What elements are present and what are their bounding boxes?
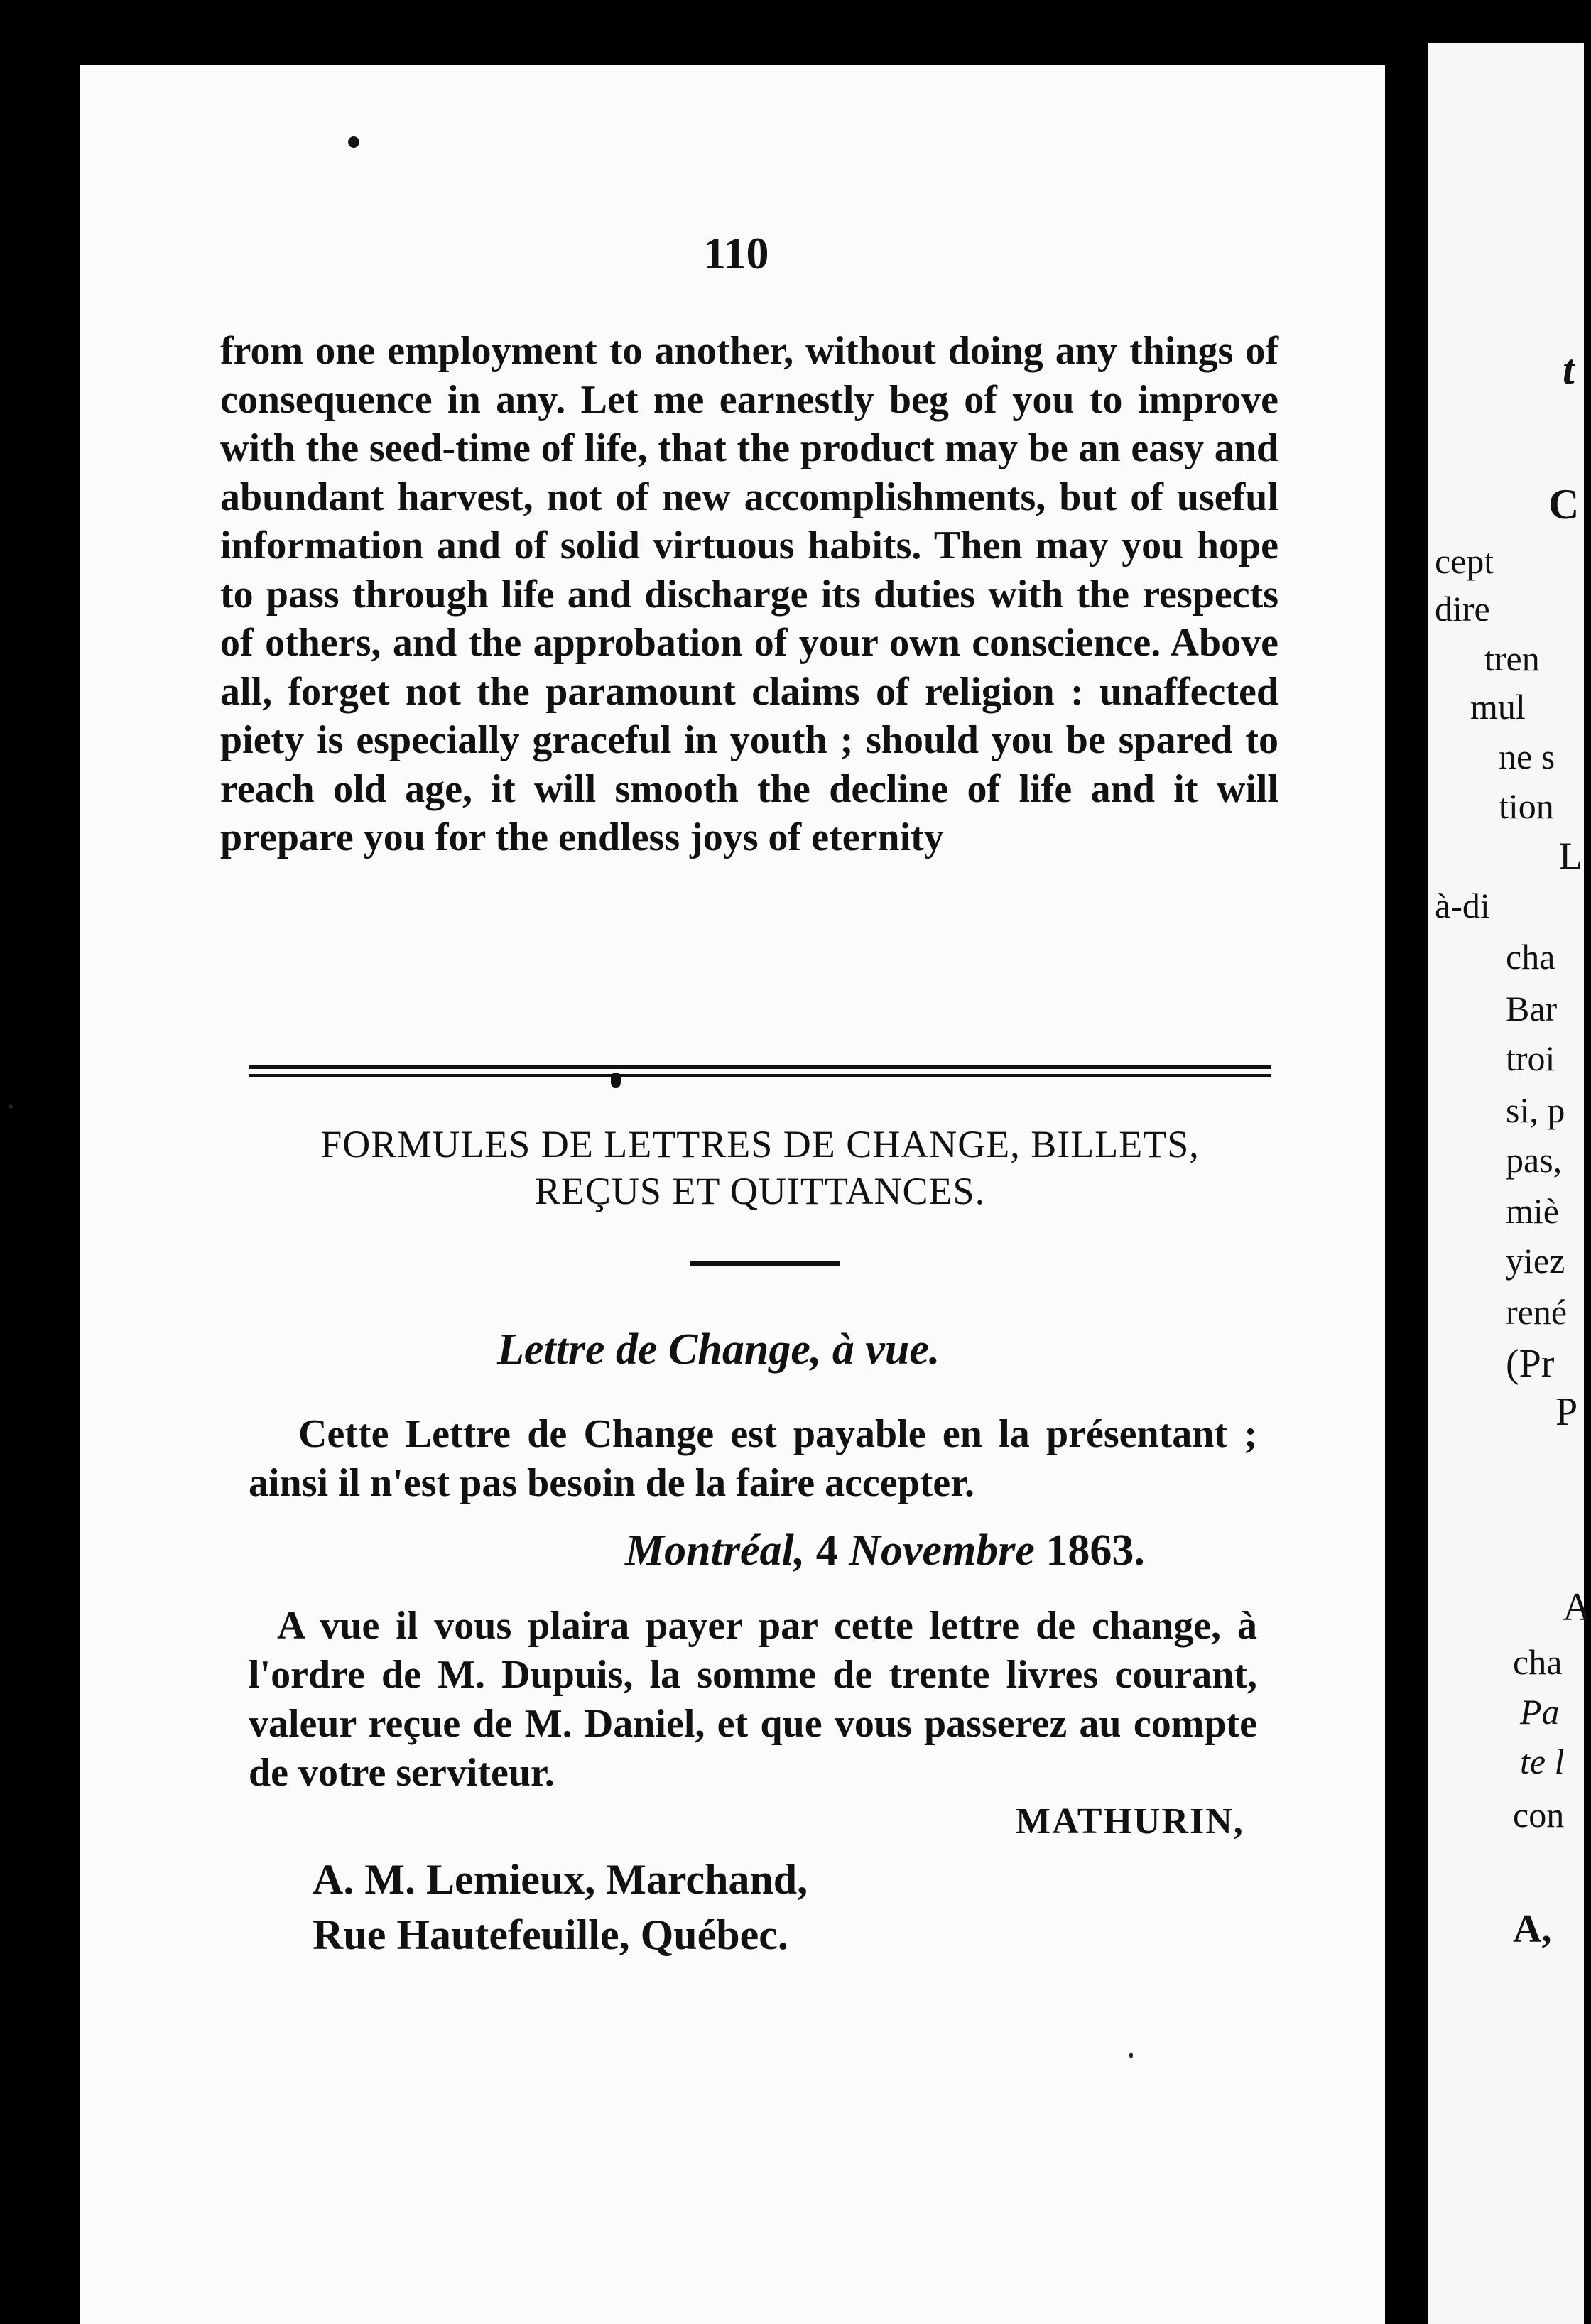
ink-dot [348,136,359,148]
fragment-line: tren [1484,639,1540,678]
fragment-line: A, [1513,1907,1552,1951]
scan-speck [1129,2053,1133,2058]
address-line-1: A. M. Lemieux, Marchand, [313,1856,808,1903]
section-title [234,1121,1286,1215]
fragment-line: dire [1435,589,1490,629]
fragment-line: Pa [1520,1692,1560,1732]
fragment-line: miè [1506,1191,1559,1231]
fragment-line: si, p [1506,1090,1565,1130]
body-paragraph: from one employment to another, without doing any things of consequence in any. Let me earnestly beg of you to improve with the seed-time of life, that the product may be an easy and abundant harvest, not of new accomplishments, but of useful information and of solid virtuous habits. Then may you hope to pass through life and discharge its duties with the respects of others, and the approbation of your own conscience. Above all, forget not the paramount claims of religion : unaffected piety is especially graceful in youth ; should you be spared to reach old age, it will smooth the decline of life and it will prepare you for the endless joys of eternity [220,329,1278,859]
fragment-line: pas, [1506,1140,1563,1180]
page-number: 110 [703,228,769,278]
intro-paragraph: Cette Lettre de Change est payable en la présentant ; ainsi il n'est pas besoin de la faire accepter. [249,1412,1257,1505]
adjacent-page-fragment [1428,43,1591,2324]
fragment-line: tion [1499,786,1554,826]
signature: MATHURIN, [1016,1801,1244,1842]
dateline [625,1526,1145,1576]
dateline-year: 1863. [1046,1526,1145,1575]
address-line-2: Rue Hautefeuille, Québec. [313,1911,788,1958]
fragment-line: à-di [1435,886,1490,925]
short-rule-divider [690,1261,840,1266]
fragment-line: rené [1506,1292,1568,1332]
dateline-day: 4 [815,1526,838,1575]
letter-body: A vue il vous plaira payer par cette lettre de change, à l'ordre de M. Dupuis, la somme de trente livres courant, valeur reçue de M. Daniel, et que vous passerez au compte de votre serviteur. [249,1604,1257,1795]
double-rule-divider [249,1065,1271,1077]
fragment-line: con [1513,1795,1565,1835]
dateline-month: Novembre [849,1526,1035,1575]
fragment-line: ne s [1499,737,1555,776]
fragment-line: te l [1520,1742,1565,1781]
fragment-line: cha [1506,937,1555,977]
fragment-line: yiez [1506,1241,1565,1281]
scan-speck [9,1104,13,1109]
fragment-line: t [1563,346,1575,393]
dateline-place: Montréal, [625,1526,805,1575]
fragment-line: cept [1435,541,1494,581]
fragment-line: L [1559,835,1582,877]
fragment-line: cha [1513,1642,1563,1682]
book-spine [1385,0,1428,2324]
section-title-line-1: FORMULES DE LETTRES DE CHANGE, BILLETS, [320,1123,1200,1166]
rule-ornament [611,1073,621,1088]
fragment-line: C [1548,481,1580,528]
fragment-line: A [1563,1585,1591,1629]
fragment-line: troi [1506,1038,1555,1078]
section-title-line-2: REÇUS ET QUITTANCES. [534,1170,986,1212]
letter-heading: Lettre de Change, à vue. [497,1325,940,1374]
fragment-line: Bar [1506,989,1558,1028]
fragment-line: mul [1470,687,1526,727]
fragment-line: P [1555,1390,1578,1434]
fragment-line: (Pr [1506,1342,1555,1386]
